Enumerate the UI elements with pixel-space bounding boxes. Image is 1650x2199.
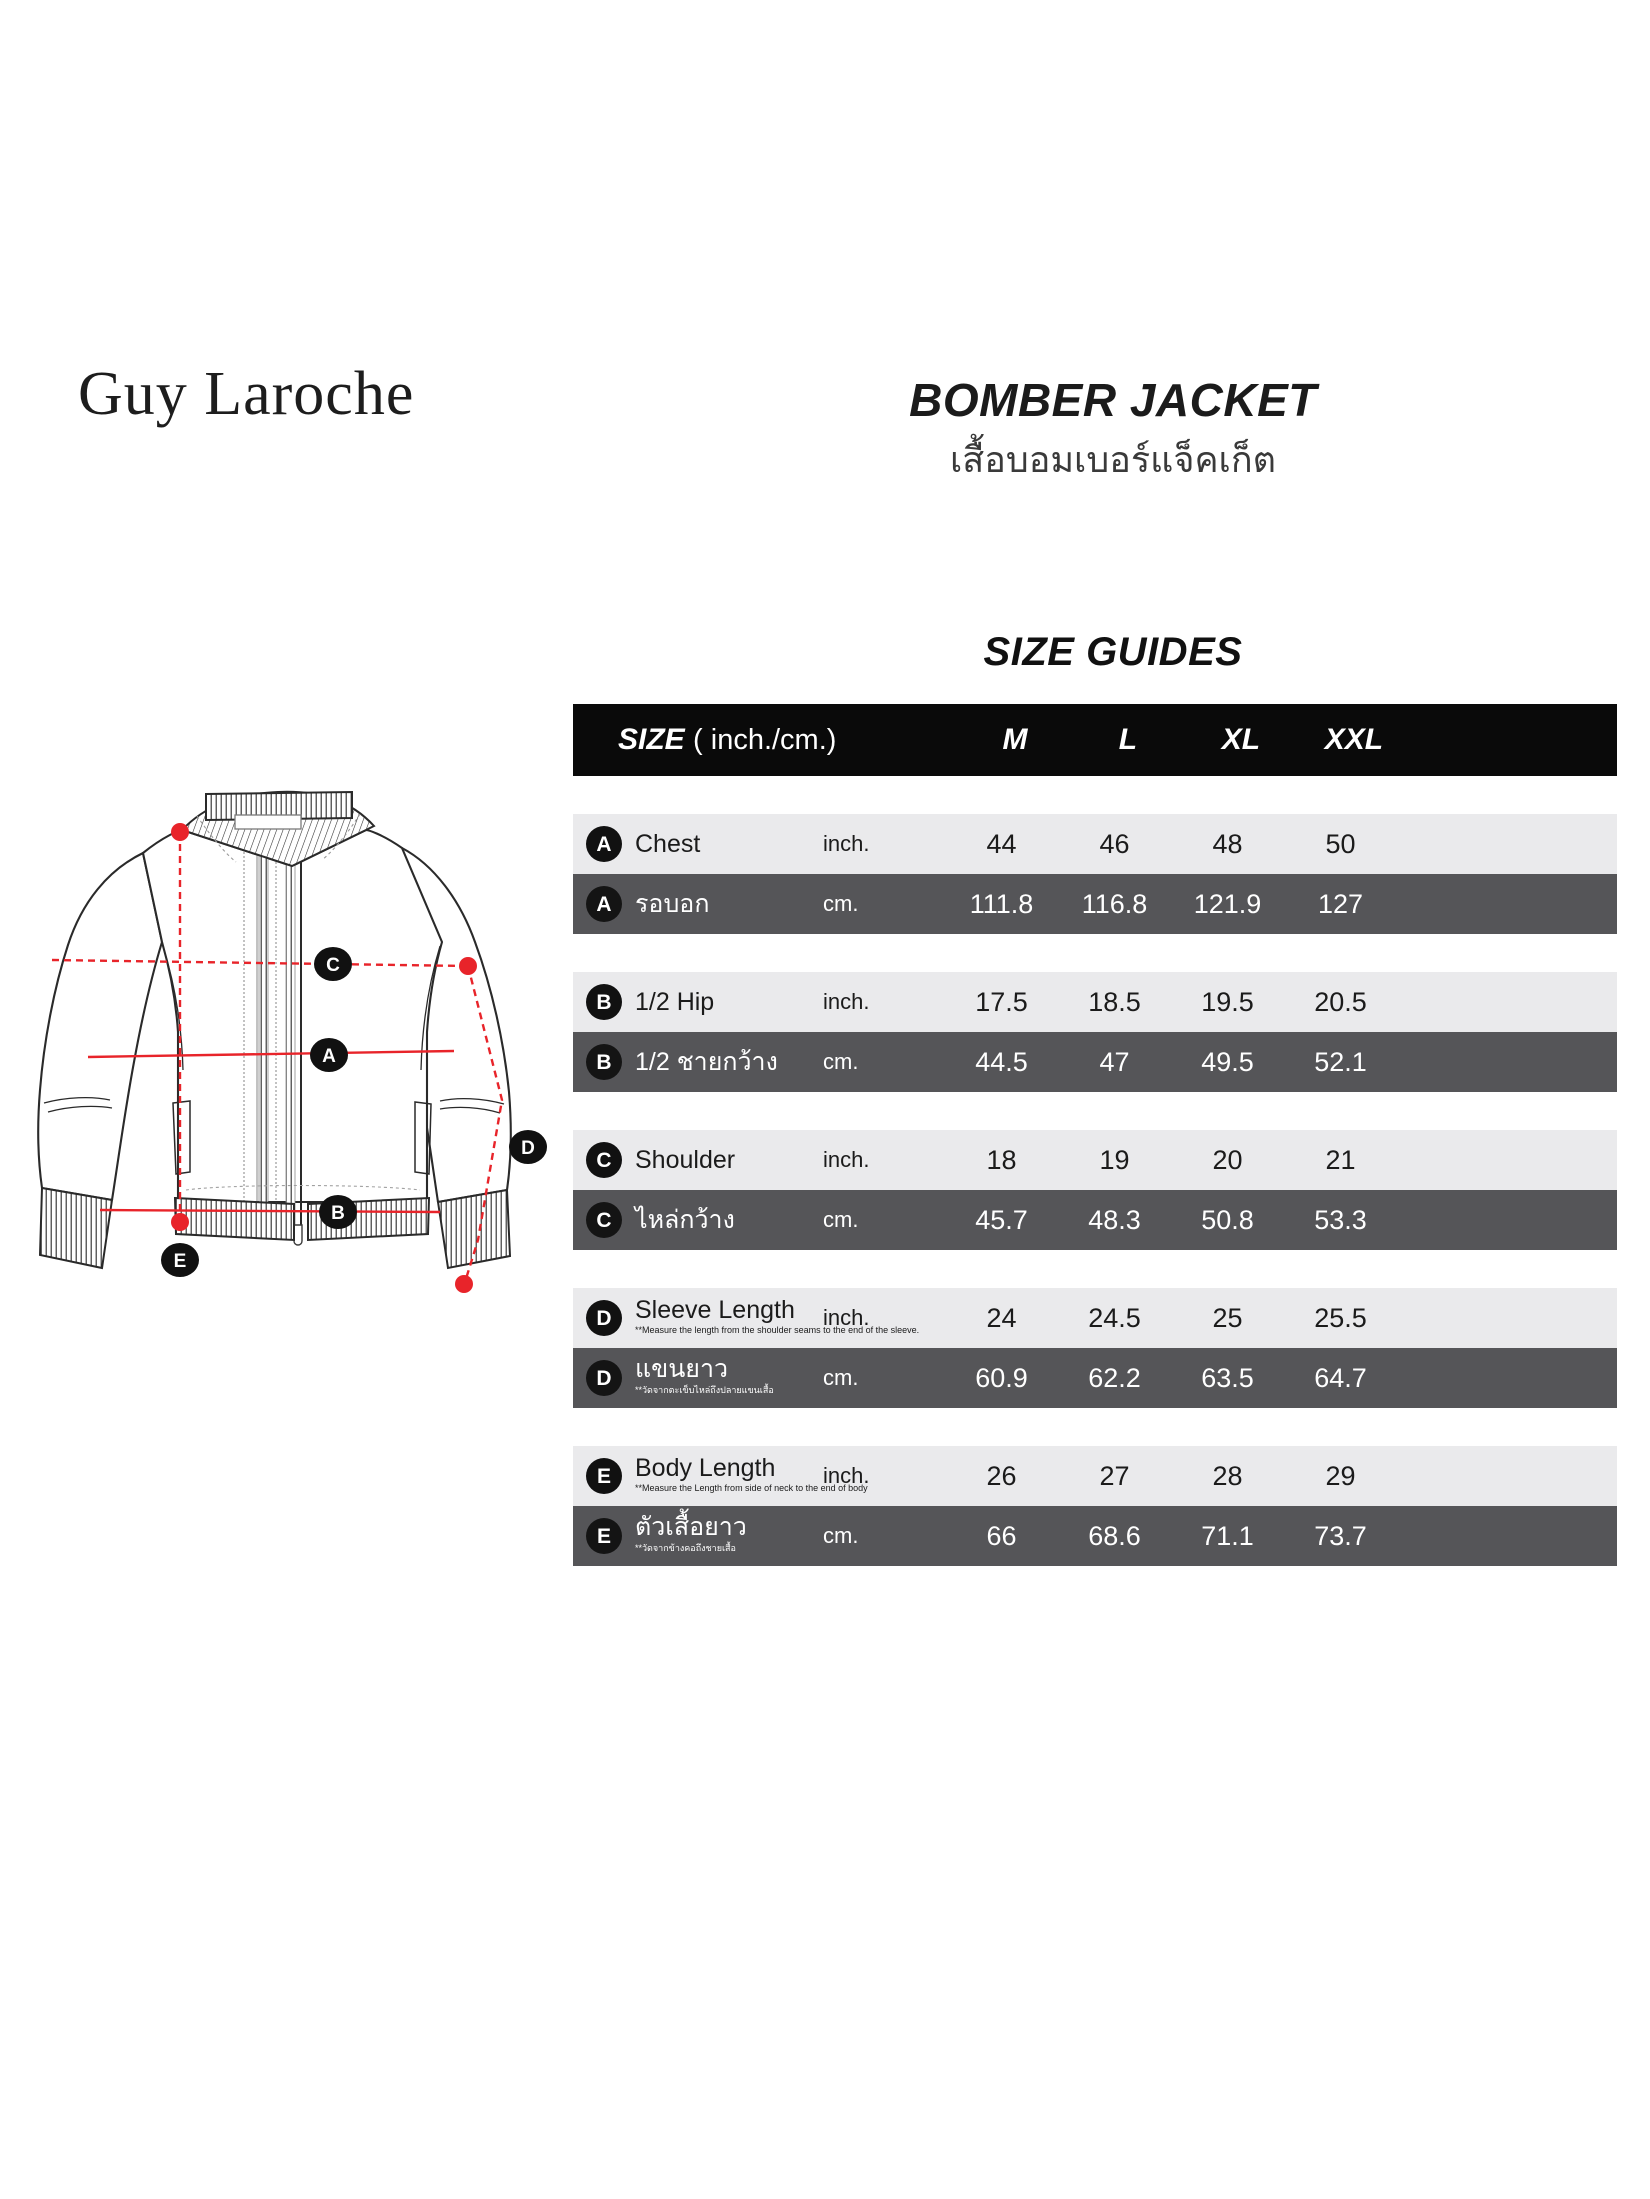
cell-l: 18.5 [1088, 986, 1141, 1017]
table-header-row [573, 704, 1617, 776]
table-row [573, 1032, 1617, 1092]
marker-c [314, 947, 352, 981]
marker-a [310, 1038, 348, 1072]
svg-text:A: A [322, 1046, 336, 1067]
header-col-xxl: XXL [1324, 723, 1384, 756]
row-unit: cm. [823, 1365, 859, 1390]
row-unit: cm. [823, 1207, 859, 1232]
cell-xxl: 25.5 [1314, 1302, 1367, 1333]
cell-xxl: 29 [1325, 1460, 1356, 1491]
row-marker-badge: E [573, 1458, 635, 1494]
table-row [573, 1130, 1617, 1190]
cell-m: 26 [986, 1460, 1017, 1491]
cell-l: 27 [1099, 1460, 1130, 1491]
row-label: Sleeve Length **Measure the length from the shoulder seams to the end of the sleeve. [635, 1295, 920, 1335]
row-label: ตัวเสื้อยาว **วัดจากข้างคอถึงชายเสื้อ [635, 1512, 747, 1553]
jacket-body-outline [38, 830, 510, 1202]
measure-group-e [573, 1446, 1617, 1566]
svg-text:E: E [173, 1251, 187, 1272]
cell-l: 24.5 [1088, 1302, 1141, 1333]
table-row [573, 1190, 1617, 1250]
table-row [573, 874, 1617, 934]
cell-m: 66 [986, 1520, 1017, 1551]
row-label: 1/2 ชายกว้าง [635, 1047, 778, 1076]
row-label: Shoulder [635, 1145, 736, 1174]
marker-b [319, 1195, 357, 1229]
row-marker-badge: D [573, 1360, 635, 1396]
cell-xxl: 20.5 [1314, 986, 1367, 1017]
cell-xl: 50.8 [1201, 1204, 1254, 1235]
product-title-th: เสื้อบอมเบอร์แจ็คเก็ต [949, 438, 1277, 480]
product-title-block [613, 375, 1613, 481]
svg-text:C: C [326, 955, 340, 976]
row-footnote: **วัดจากตะเข็บไหล่ถึงปลายแขนเสื้อ [635, 1384, 774, 1395]
cell-l: 68.6 [1088, 1520, 1141, 1551]
point-shoulder-top [171, 823, 189, 841]
point-hem-left [171, 1213, 189, 1231]
header-size-label: SIZE [618, 723, 685, 756]
row-footnote: **วัดจากข้างคอถึงชายเสื้อ [635, 1542, 736, 1553]
row-label: รอบอก [635, 889, 710, 918]
row-marker-badge: E [573, 1518, 635, 1554]
cell-xxl: 50 [1325, 828, 1356, 859]
cell-m: 111.8 [969, 888, 1034, 919]
row-unit: inch. [823, 989, 870, 1014]
size-table [573, 704, 1617, 1566]
measure-group-d [573, 1288, 1617, 1408]
table-row [573, 1506, 1617, 1566]
measure-group-b [573, 972, 1617, 1092]
header-col-m: M [1002, 723, 1028, 756]
svg-text:B: B [331, 1203, 345, 1224]
cell-l: 46 [1099, 828, 1130, 859]
row-marker-badge: A [573, 826, 635, 862]
cell-m: 24 [986, 1302, 1017, 1333]
size-guides-heading: SIZE GUIDES [983, 630, 1243, 674]
cell-l: 116.8 [1081, 888, 1148, 919]
row-unit: inch. [823, 1305, 870, 1330]
cell-xl: 121.9 [1193, 888, 1262, 919]
cell-xxl: 52.1 [1314, 1046, 1367, 1077]
cell-m: 60.9 [975, 1362, 1028, 1393]
header-size-cell [573, 723, 836, 757]
row-footnote: **Measure the Length from side of neck to the end of body [635, 1482, 868, 1493]
measure-group-a [573, 814, 1617, 934]
cell-xl: 48 [1212, 828, 1243, 859]
header-size-unit-label: ( inch./cm.) [693, 724, 837, 756]
row-unit: inch. [823, 1463, 870, 1488]
row-unit: inch. [823, 1147, 870, 1172]
cell-m: 44.5 [975, 1046, 1028, 1077]
cell-m: 44 [986, 828, 1017, 859]
cell-xl: 71.1 [1201, 1520, 1254, 1551]
cell-l: 48.3 [1088, 1204, 1141, 1235]
header-col-l: L [1118, 723, 1138, 756]
row-label: ไหล่กว้าง [635, 1205, 735, 1234]
cell-xxl: 64.7 [1314, 1362, 1367, 1393]
cell-m: 45.7 [975, 1204, 1028, 1235]
row-unit: inch. [823, 831, 870, 856]
point-cuff-right [455, 1275, 473, 1293]
table-row [573, 972, 1617, 1032]
cell-xxl: 73.7 [1314, 1520, 1367, 1551]
row-unit: cm. [823, 1523, 859, 1548]
cell-l: 47 [1099, 1046, 1130, 1077]
row-footnote: **Measure the length from the shoulder seams to the end of the sleeve. [635, 1324, 920, 1335]
cell-xxl: 53.3 [1314, 1204, 1367, 1235]
row-marker-badge: B [573, 1044, 635, 1080]
row-unit: cm. [823, 891, 859, 916]
table-row [573, 1446, 1617, 1506]
marker-e [161, 1243, 199, 1277]
table-row [573, 814, 1617, 874]
row-marker-badge: A [573, 886, 635, 922]
marker-d [509, 1130, 547, 1164]
row-marker-badge: C [573, 1142, 635, 1178]
cell-xl: 20 [1212, 1144, 1243, 1175]
product-title-en: BOMBER JACKET [909, 374, 1317, 426]
cell-l: 62.2 [1088, 1362, 1141, 1393]
cell-xl: 19.5 [1201, 986, 1254, 1017]
header-col-xl: XL [1221, 723, 1261, 756]
table-row [573, 1348, 1617, 1408]
table-row [573, 1288, 1617, 1348]
cell-xl: 49.5 [1201, 1046, 1254, 1077]
cell-m: 18 [986, 1144, 1017, 1175]
cell-xxl: 21 [1325, 1144, 1356, 1175]
cell-l: 19 [1099, 1144, 1130, 1175]
cell-xxl: 127 [1317, 888, 1364, 919]
measure-group-c [573, 1130, 1617, 1250]
cell-xl: 25 [1212, 1302, 1243, 1333]
row-marker-badge: B [573, 984, 635, 1020]
row-unit: cm. [823, 1049, 859, 1074]
cell-xl: 28 [1212, 1460, 1243, 1491]
row-marker-badge: D [573, 1300, 635, 1336]
jacket-illustration [30, 770, 570, 1490]
row-marker-badge: C [573, 1202, 635, 1238]
svg-text:D: D [521, 1138, 535, 1159]
row-label: แขนยาว **วัดจากตะเข็บไหล่ถึงปลายแขนเสื้อ [635, 1354, 774, 1395]
row-label: Chest [635, 829, 701, 858]
point-shoulder-right [459, 957, 477, 975]
brand-logo: Guy Laroche [78, 360, 415, 428]
row-label: Body Length **Measure the Length from side of neck to the end of body [635, 1453, 868, 1493]
row-label: 1/2 Hip [635, 987, 715, 1016]
cell-xl: 63.5 [1201, 1362, 1254, 1393]
cell-m: 17.5 [975, 986, 1028, 1017]
